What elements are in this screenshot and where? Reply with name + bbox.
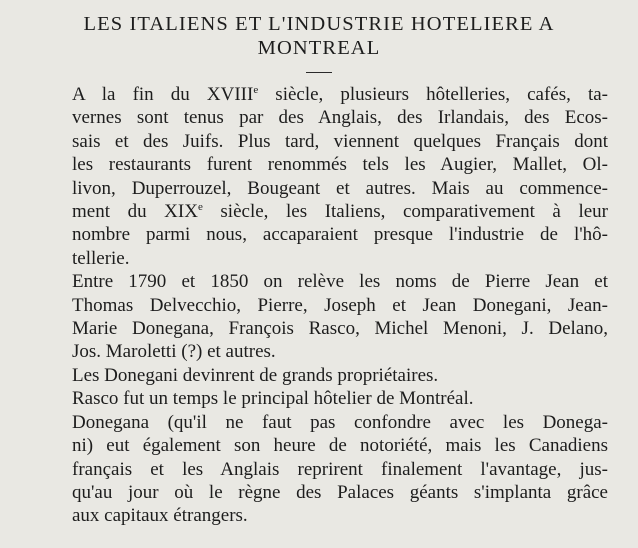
text-line — [30, 411, 608, 434]
line-text: français et les Anglais reprirent finalement l'avantage, jus- — [72, 458, 608, 480]
paragraph-2 — [30, 270, 608, 364]
text-line — [30, 223, 608, 246]
line-text: vernes sont tenus par des Anglais, des Irlandais, des Ecos- — [72, 107, 608, 129]
text-line — [30, 434, 608, 457]
text-line — [30, 177, 608, 200]
text-line — [30, 340, 608, 363]
line-text: nombre parmi nous, accaparaient presque l'industrie de l'hô- — [72, 224, 608, 246]
line-text: Rasco fut un temps le principal hôtelier de Montréal. — [72, 388, 474, 410]
text-line — [30, 247, 608, 270]
line-text: Jos. Maroletti (?) et autres. — [72, 341, 276, 363]
line-text: Entre 1790 et 1850 on relève les noms de Pierre Jean et — [72, 271, 608, 293]
text-line — [30, 364, 608, 387]
line-text: Marie Donegana, François Rasco, Michel Menoni, J. Delano, — [72, 318, 608, 340]
text-line — [30, 317, 608, 340]
line-text: siècle, plusieurs hôtelleries, cafés, ta- — [258, 84, 608, 105]
paragraph-1 — [30, 83, 608, 270]
line-text: les restaurants furent renommés tels les Augier, Mallet, Ol- — [72, 154, 608, 176]
line-text: qu'au jour où le règne des Palaces géants s'implanta grâce — [72, 481, 608, 503]
text-line — [30, 458, 608, 481]
line-text: ment du XIX — [72, 201, 198, 223]
article-title-line-2: MONTREAL — [257, 37, 381, 59]
superscript-text: e — [197, 201, 203, 214]
article-title-line-1: LES ITALIENS ET L'INDUSTRIE HOTELIERE A — [83, 13, 555, 35]
text-line — [30, 387, 608, 410]
text-line — [30, 200, 608, 223]
text-line — [30, 130, 608, 153]
article-title — [30, 12, 608, 60]
text-line — [30, 504, 608, 527]
line-text: livon, Duperrouzel, Bougeant et autres. Mais au commence- — [72, 177, 608, 199]
text-line — [30, 153, 608, 176]
line-text: ni) eut également son heure de notoriété, mais les Canadiens — [72, 435, 608, 457]
text-line — [30, 106, 608, 129]
line-text: tellerie. — [72, 247, 130, 269]
superscript-text: e — [253, 84, 259, 96]
line-text: Donegana (qu'il ne faut pas confondre avec les Donega- — [72, 411, 608, 433]
line-text: siècle, les Italiens, comparativement à leur — [202, 201, 608, 223]
line-text: Les Donegani devinrent de grands propriétaires. — [72, 364, 439, 386]
paragraph-5 — [30, 411, 608, 528]
paragraph-3 — [30, 364, 608, 387]
line-text: aux capitaux étrangers. — [72, 505, 248, 527]
paragraph-4 — [30, 387, 608, 410]
line-text: sais et des Juifs. Plus tard, viennent quelques Français dont — [72, 130, 608, 152]
line-text: A la fin du XVIII — [72, 84, 254, 105]
title-separator-rule — [306, 72, 332, 73]
line-text: Thomas Delvecchio, Pierre, Joseph et Jean Donegani, Jean- — [72, 294, 608, 316]
article-body — [30, 83, 608, 528]
text-line — [30, 270, 608, 293]
text-line — [30, 83, 608, 106]
text-line — [30, 481, 608, 504]
text-line — [30, 294, 608, 317]
